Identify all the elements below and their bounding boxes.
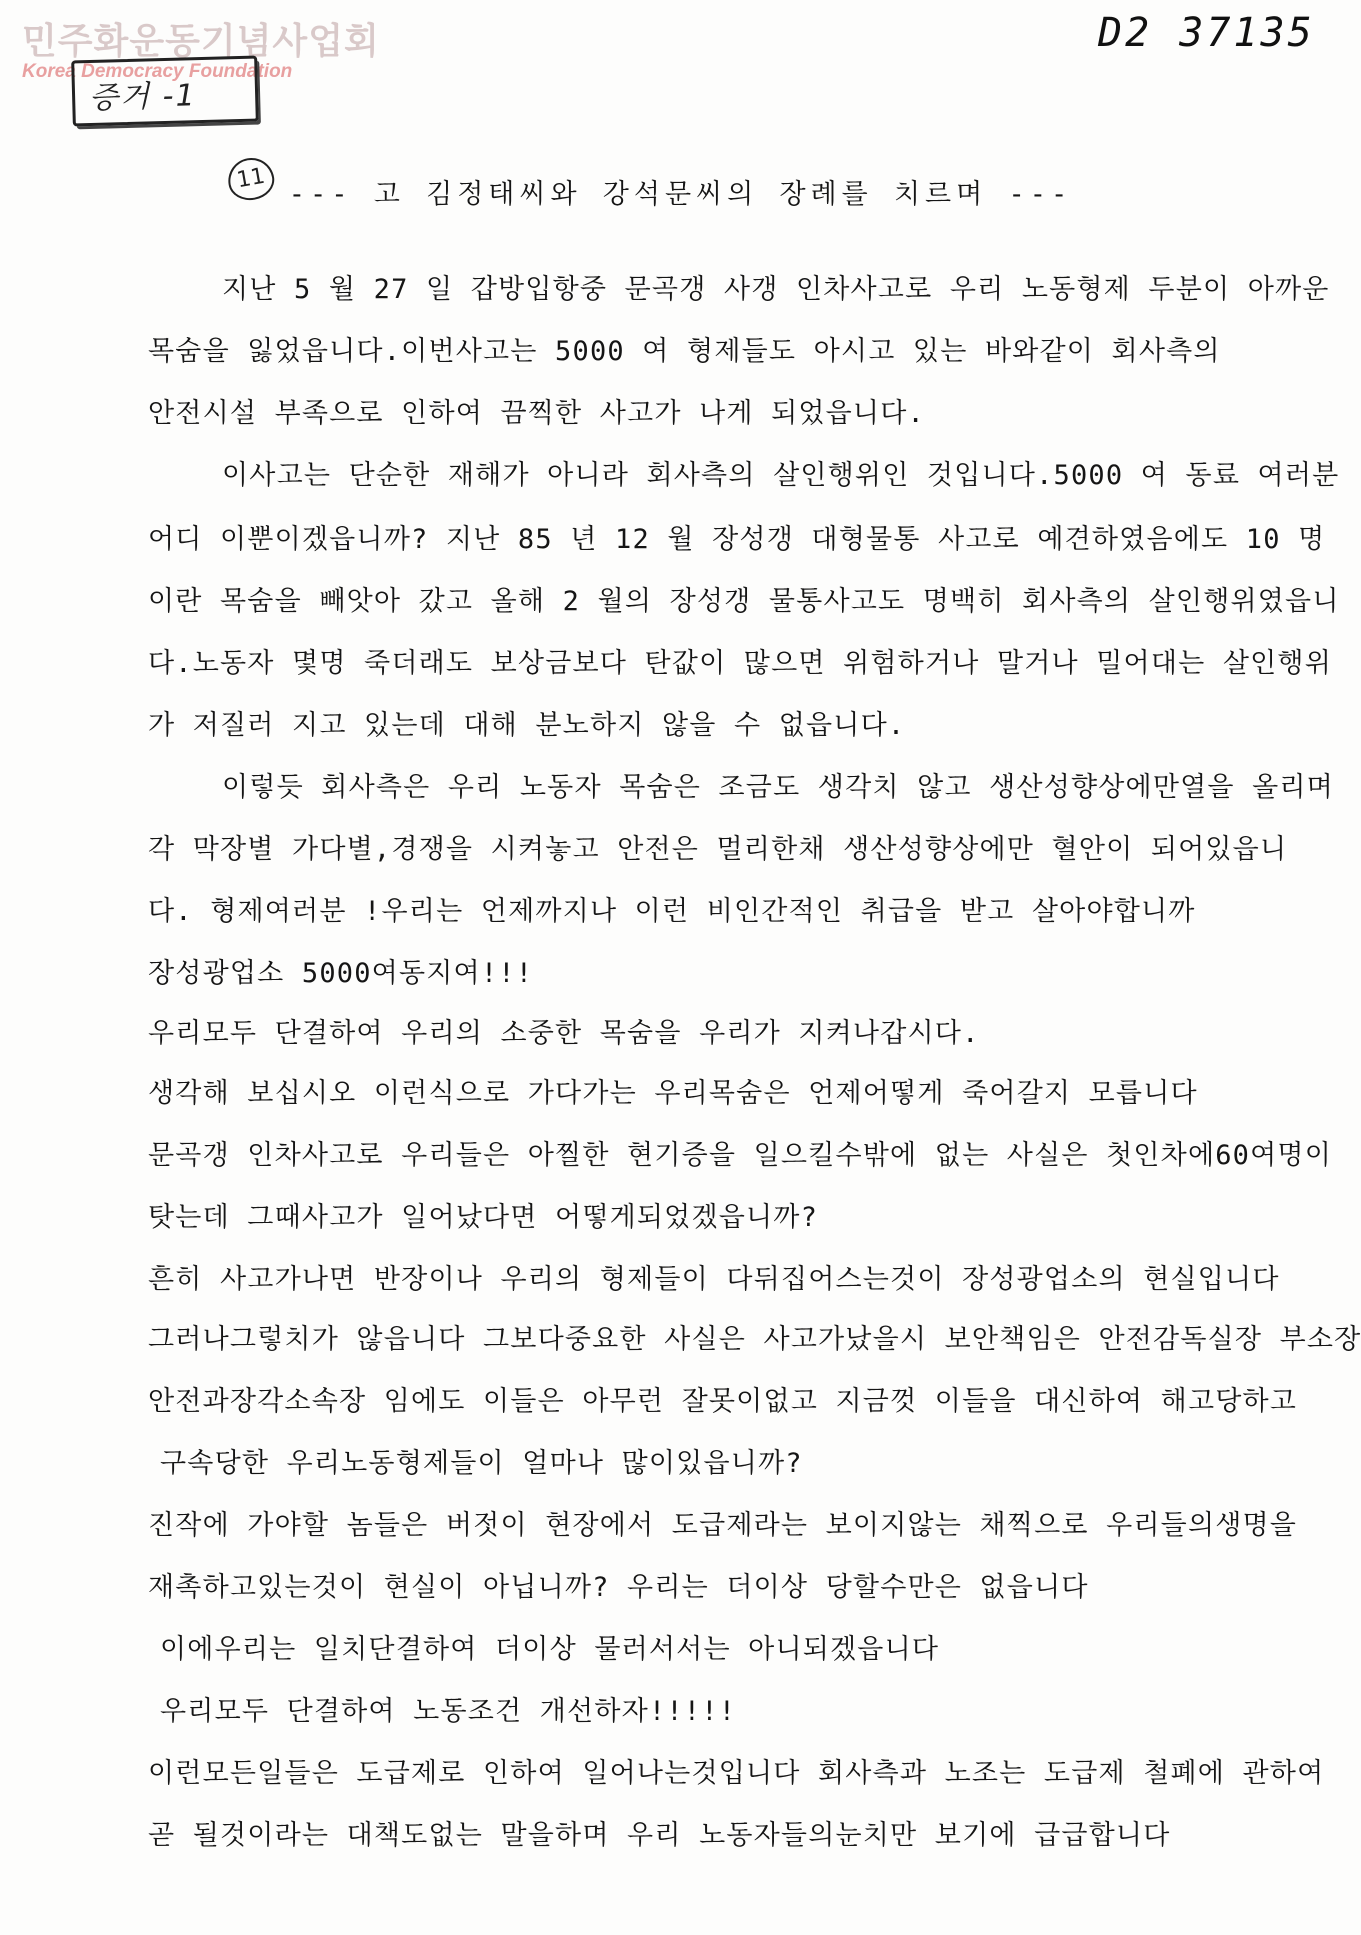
stamp-text: 증거 -1 (88, 78, 198, 116)
watermark-korean-text: 민주화운동기념사업회 (22, 21, 380, 62)
body-line: 곧 될것이라는 대책도없는 말을하며 우리 노동자들의눈치만 보기에 급급합니다 (148, 1820, 1171, 1851)
body-line: 지난 5 월 27 일 갑방입항중 문곡갱 사갱 인차사고로 우리 노동형제 두분이 아까운 (222, 274, 1330, 305)
body-line: 각 막장별 가다별,경쟁을 시켜놓고 안전은 멀리한채 생산성향상에만 혈안이 되어있읍니 (148, 834, 1288, 865)
body-line: 우리모두 단결하여 우리의 소중한 목숨을 우리가 지켜나갑시다. (148, 1018, 980, 1049)
circled-page-mark: 11 (225, 154, 278, 203)
body-line: 이런모든일들은 도급제로 인하여 일어나는것입니다 회사측과 노조는 도급제 철폐에 관하여 (148, 1758, 1325, 1789)
body-line: 이렇듯 회사측은 우리 노동자 목숨은 조금도 생각치 않고 생산성향상에만열을 올리며 (222, 772, 1334, 803)
body-line: 구속당한 우리노동형제들이 얼마나 많이있읍니까? (160, 1448, 803, 1479)
body-line: 다.노동자 몇명 죽더래도 보상금보다 탄값이 많으면 위험하거나 말거나 밀어대는 살인행위 (148, 648, 1332, 679)
body-line: 문곡갱 인차사고로 우리들은 아찔한 현기증을 일으킬수밖에 없는 사실은 첫인차에60여명이 (148, 1140, 1332, 1171)
body-line: 진작에 가야할 놈들은 버젓이 현장에서 도급제라는 보이지않는 채찍으로 우리들의생명을 (148, 1510, 1298, 1541)
body-line: 생각해 보십시오 이런식으로 가다가는 우리목숨은 언제어떻게 죽어갈지 모릅니다 (148, 1078, 1198, 1109)
body-line: 우리모두 단결하여 노동조건 개선하자!!!!! (160, 1696, 737, 1727)
body-line: 흔히 사고가나면 반장이나 우리의 형제들이 다뒤집어스는것이 장성광업소의 현실입니다 (148, 1264, 1280, 1295)
body-line: 재촉하고있는것이 현실이 아닙니까? 우리는 더이상 당할수만은 없읍니다 (148, 1572, 1089, 1603)
document-id-number: D2 37135 (1098, 10, 1315, 56)
body-line: 안전과장각소속장 임에도 이들은 아무런 잘못이없고 지금껏 이들을 대신하여 해고당하고 (148, 1386, 1298, 1417)
body-line: 목숨을 잃었읍니다.이번사고는 5000 여 형제들도 아시고 있는 바와같이 회사측의 (148, 336, 1221, 367)
watermark-english-text: Korea Democracy Foundation (22, 61, 293, 82)
body-line: 안전시설 부족으로 인하여 끔찍한 사고가 나게 되었읍니다. (148, 398, 925, 429)
body-line: 가 저질러 지고 있는데 대해 분노하지 않을 수 없읍니다. (148, 710, 906, 741)
body-line: 탓는데 그때사고가 일어났다면 어떻게되었겠읍니까? (148, 1202, 819, 1233)
body-line: 이사고는 단순한 재해가 아니라 회사측의 살인행위인 것입니다.5000 여 동료 여러분 (222, 460, 1340, 491)
body-line: 어디 이뿐이겠읍니까? 지난 85 년 12 월 장성갱 대형물통 사고로 예견하였음에도 10 명 (148, 524, 1326, 555)
body-line: 이에우리는 일치단결하여 더이상 물러서서는 아니되겠읍니다 (160, 1634, 940, 1665)
body-line: 다. 형제여러분 !우리는 언제까지나 이런 비인간적인 취급을 받고 살아야합니까 (148, 896, 1196, 927)
body-line: 이란 목숨을 빼앗아 갔고 올해 2 월의 장성갱 물통사고도 명백히 회사측의 살인행위였읍니 (148, 586, 1340, 617)
body-line: 그러나그렇치가 않읍니다 그보다중요한 사실은 사고가났을시 보안책임은 안전감독실장 부소장 (148, 1324, 1361, 1355)
document-title: --- 고 김정태씨와 강석문씨의 장례를 치르며 --- (288, 179, 1073, 210)
body-line: 장성광업소 5000여동지여!!! (148, 958, 534, 989)
